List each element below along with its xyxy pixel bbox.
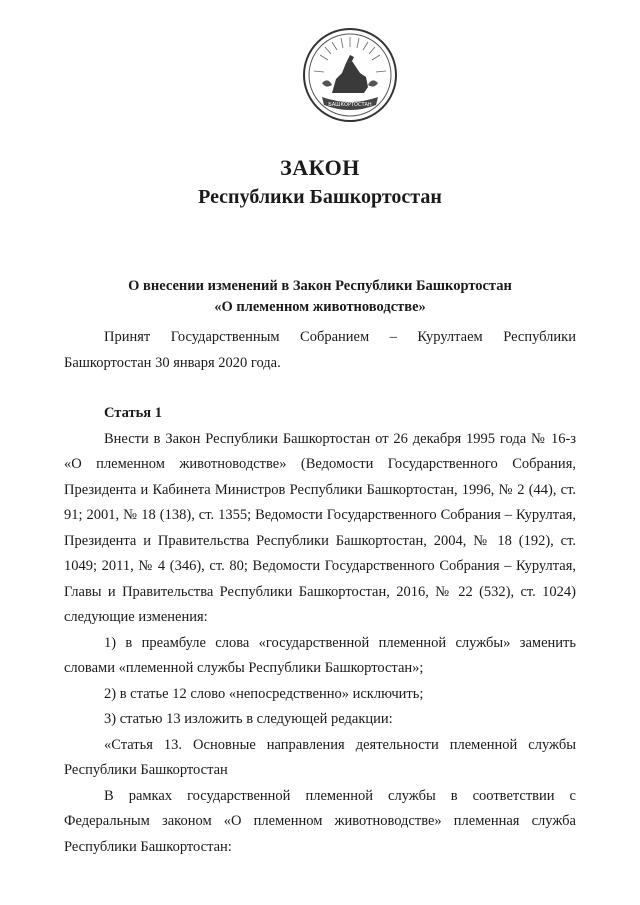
article-13-quote-text: В рамках государственной племенной службы в соответствии с Федеральным законом «О племенном животноводстве» племенная служба Республики Башкортостан: (64, 787, 576, 855)
article-1-item-1: 1) в преамбуле слова «государственной племенной службы» заменить словами «племенной службы Республики Башкортостан»; (64, 634, 576, 676)
article-13-quote-heading: «Статья 13. Основные направления деятельности племенной службы Республики Башкортостан (64, 736, 576, 778)
document-title: ЗАКОН (280, 155, 360, 180)
coat-of-arms-icon (302, 27, 398, 123)
subject-line-1: О внесении изменений в Закон Республики Башкортостан (128, 278, 512, 294)
emblem-ribbon-text: БАШКОРТОСТАН (328, 102, 372, 108)
article-1-heading: Статья 1 (104, 405, 162, 421)
article-1-intro: Внести в Закон Республики Башкортостан от 26 декабря 1995 года № 16-з «О племенном животноводстве» (Ведомости Государственного Собрания, Президента и Кабинета Министров Республики Башкортостан, 1996, № 2 (44), ст. 91; 2001, № 18 (138), ст. 1355; Ведомости Государственного Собрания – Курултая, Президента и Правительства Республики Башкортостан, 2004, № 18 (192), ст. 1049; 2011, № 4 (346), ст. 80; Ведомости Государственного Собрания – Курултая, Главы и Правительства Республики Башкортостан, 2016, № 22 (532), ст. 1024) следующие изменения: (64, 430, 576, 625)
document-body (64, 325, 576, 860)
subject-line-2: «О племенном животноводстве» (214, 299, 426, 315)
article-1-item-2: 2) в статье 12 слово «непосредственно» исключить; (104, 685, 424, 702)
law-subject (0, 276, 640, 318)
article-1-item-3: 3) статью 13 изложить в следующей редакции: (104, 711, 393, 727)
document-subtitle: Республики Башкортостан (198, 186, 442, 208)
adoption-statement: Принят Государственным Собранием – Курултаем Республики Башкортостан 30 января 2020 года. (64, 329, 576, 371)
